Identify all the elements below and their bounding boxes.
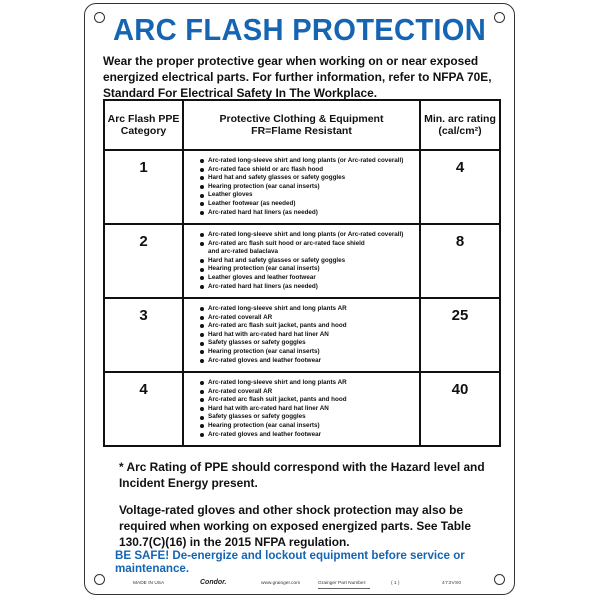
list-item: Arc-rated coverall AR (200, 388, 419, 397)
sign-title: ARC FLASH PROTECTION (112, 12, 487, 47)
part-number-label: Grainger Part Number: (318, 581, 367, 586)
list-item: Safety glasses or safety goggles (200, 339, 419, 348)
list-item: Hard hat with arc-rated hard hat liner AN (200, 405, 419, 414)
list-item: Arc-rated arc flash suit jacket, pants and hood (200, 322, 419, 331)
list-item: Hearing protection (ear canal inserts) (200, 422, 419, 431)
be-safe-banner: BE SAFE! De-energize and lockout equipment before service or maintenance. (115, 549, 465, 575)
list-item: Hearing protection (ear canal inserts) (200, 183, 419, 192)
list-item: Hard hat with arc-rated hard hat liner AN (200, 331, 419, 340)
table-row (104, 150, 500, 224)
grainger-url: www.grainger.com (261, 581, 301, 586)
list-item: Arc-rated long-sleeve shirt and long plants AR (200, 379, 419, 388)
header-equipment (183, 100, 420, 150)
ppe-table (103, 99, 501, 447)
category-number: 4 (139, 381, 148, 398)
table-row (104, 298, 500, 372)
sign-panel (84, 3, 515, 595)
list-item: Arc-rated arc flash suit hood or arc-rated face shield and arc-rated balaclava (200, 240, 373, 257)
category-number: 2 (139, 233, 148, 250)
table-row (104, 224, 500, 298)
equipment-list (200, 231, 419, 291)
header-equipment-title: Protective Clothing & Equipment (219, 113, 384, 125)
list-item: Arc-rated coverall AR (200, 314, 419, 323)
min-arc-rating: 25 (451, 307, 469, 324)
list-item: Arc-rated gloves and leather footwear (200, 357, 419, 366)
table-header-row (104, 100, 500, 150)
header-min-rating-unit: (cal/cm²) (438, 125, 482, 137)
list-item: Hearing protection (ear canal inserts) (200, 348, 419, 357)
list-item: Arc-rated hard hat liners (as needed) (200, 209, 419, 218)
list-item: Arc-rated long-sleeve shirt and long plants (or Arc-rated coverall) (200, 231, 419, 240)
header-min-rating (420, 100, 500, 150)
list-item: Arc-rated long-sleeve shirt and long plants (or Arc-rated coverall) (200, 157, 419, 166)
list-item: Arc-rated arc flash suit jacket, pants and hood (200, 396, 419, 405)
part-number-line (318, 588, 370, 589)
equipment-list (200, 379, 419, 439)
list-item: Arc-rated hard hat liners (as needed) (200, 283, 419, 292)
list-item: Leather gloves (200, 191, 419, 200)
list-item: Arc-rated face shield or arc flash hood (200, 166, 419, 175)
arc-rating-note: * Arc Rating of PPE should correspond with the Hazard level and Incident Energy present. (119, 460, 485, 490)
list-item: Leather gloves and leather footwear (200, 274, 419, 283)
list-item: Hearing protection (ear canal inserts) (200, 265, 419, 274)
header-min-rating-title: Min. arc rating (424, 113, 496, 125)
category-number: 3 (139, 307, 148, 324)
sequence-label: ( 1 ) (391, 581, 400, 586)
list-item: Leather footwear (as needed) (200, 200, 419, 209)
condor-logo: Condor. (200, 579, 227, 586)
product-code: 473V80 (442, 581, 462, 586)
list-item: Arc-rated long-sleeve shirt and long plants AR (200, 305, 419, 314)
category-number: 1 (139, 159, 148, 176)
mounting-hole-bottom-right (494, 574, 505, 585)
min-arc-rating: 40 (451, 381, 469, 398)
equipment-list (200, 305, 419, 365)
header-category: Arc Flash PPE Category (104, 100, 183, 150)
list-item: Hard hat and safety glasses or safety goggles (200, 174, 419, 183)
header-equipment-subtitle: FR=Flame Resistant (251, 125, 352, 137)
list-item: Arc-rated gloves and leather footwear (200, 431, 419, 440)
list-item: Hard hat and safety glasses or safety goggles (200, 257, 419, 266)
list-item: Safety glasses or safety goggles (200, 413, 419, 422)
min-arc-rating: 8 (455, 233, 465, 250)
intro-text: Wear the proper protective gear when working on or near exposed energized electrical parts. For further information, refer to NFPA 70E, Standard For Electrical Safety In The Workplace. (103, 54, 492, 100)
voltage-gloves-note: Voltage-rated gloves and other shock protection may also be required when working on exposed energized parts. See Table 130.7(C)(16) in the 2015 NFPA regulation. (119, 503, 471, 549)
made-in-usa-label: MADE IN USA (133, 581, 165, 586)
min-arc-rating: 4 (455, 159, 465, 176)
equipment-list (200, 157, 419, 217)
mounting-hole-bottom-left (94, 574, 105, 585)
table-row (104, 372, 500, 446)
